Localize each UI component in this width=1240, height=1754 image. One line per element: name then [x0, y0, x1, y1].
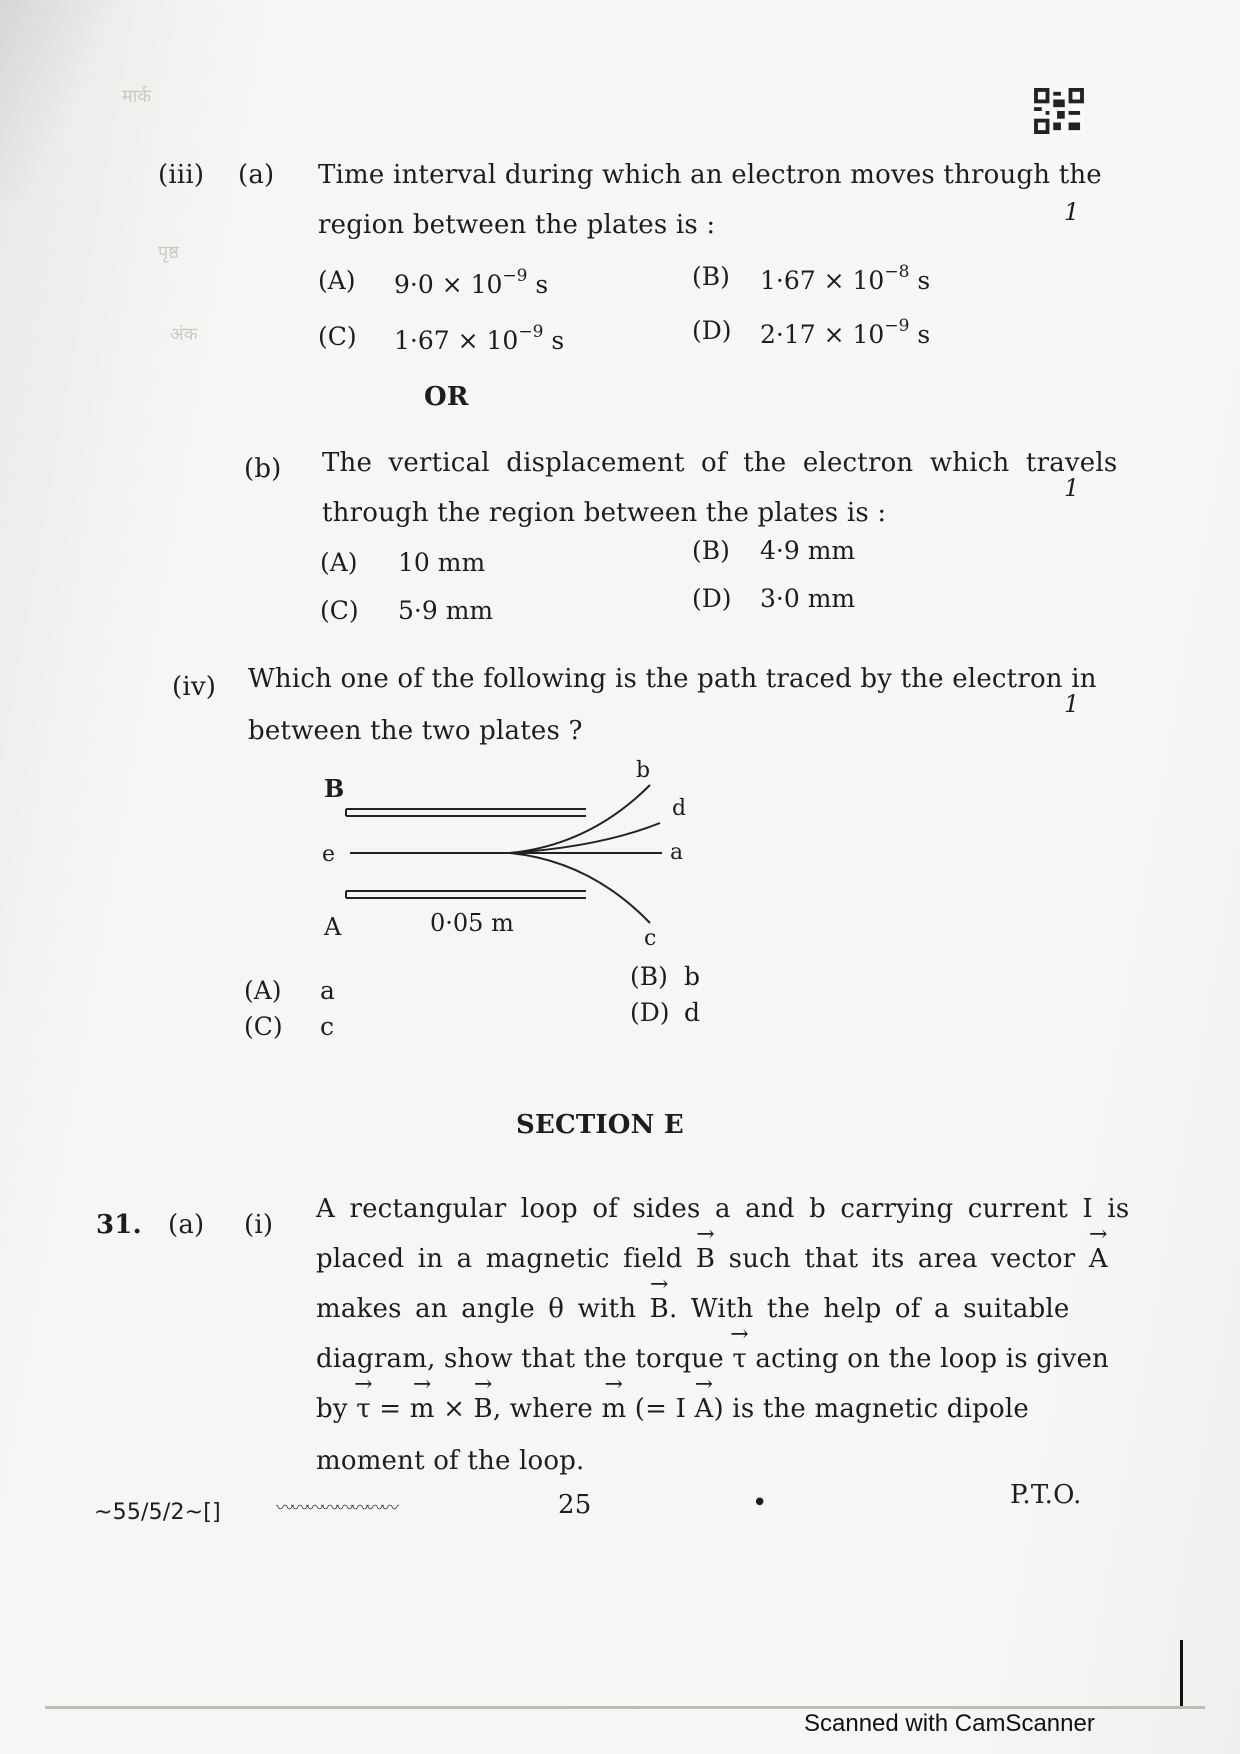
- label-path-d: d: [672, 796, 687, 821]
- label-path-c: c: [644, 926, 657, 951]
- label-path-b: b: [636, 758, 651, 783]
- marks: 1: [1064, 690, 1080, 718]
- pto-label: P.T.O.: [1010, 1480, 1082, 1510]
- option-value: 4·9 mm: [760, 536, 856, 565]
- subpart-label-i: (i): [244, 1210, 274, 1240]
- option-label: (D): [630, 998, 670, 1027]
- option-label: (B): [630, 962, 668, 991]
- part-label-a: (a): [168, 1210, 205, 1240]
- question-text: region between the plates is :: [318, 210, 716, 240]
- option-value: c: [320, 1012, 335, 1041]
- option-value: d: [684, 998, 701, 1027]
- option-value: 5·9 mm: [398, 596, 494, 625]
- question-text: diagram, show that the torque → τ acting on the loop is given: [316, 1344, 1109, 1374]
- option-value: b: [684, 962, 701, 991]
- question-number-iii: (iii): [158, 160, 205, 190]
- option-label: (A): [318, 266, 356, 295]
- option-label: (D): [692, 584, 732, 613]
- path-c: [510, 853, 650, 923]
- faint-margin-mark: पृष्ठ: [158, 242, 179, 263]
- section-heading: SECTION E: [516, 1110, 684, 1140]
- option-value: $1\cdot 67 \times 10^{-8}$ s: [760, 262, 931, 295]
- option-label: (A): [244, 976, 282, 1005]
- question-text: by → τ = → m × → B, where → m (= I → A) is the magnetic dipole: [316, 1394, 1029, 1424]
- bottom-edge-line: [45, 1706, 1205, 1709]
- page-fold-shadow: [0, 0, 120, 200]
- label-plate-b: B: [324, 774, 345, 803]
- page-number: 25: [558, 1490, 592, 1520]
- option-label: (C): [318, 322, 357, 351]
- option-value: a: [320, 976, 335, 1005]
- label-plate-a: A: [324, 913, 342, 941]
- camscanner-watermark: Scanned with CamScanner: [804, 1710, 1095, 1737]
- option-value: $9\cdot 0 \times 10^{-9}$ s: [394, 266, 549, 299]
- paper-code: ~55/5/2~[]: [94, 1500, 221, 1525]
- option-value: 3·0 mm: [760, 584, 856, 613]
- question-text: A rectangular loop of sides a and b carrying current I is: [316, 1194, 1130, 1224]
- option-value: 10 mm: [398, 548, 486, 577]
- question-text: Which one of the following is the path traced by the electron in: [248, 664, 1097, 694]
- question-text: placed in a magnetic field → B such that its area vector → A: [316, 1244, 1108, 1274]
- option-value: $1\cdot 67 \times 10^{-9}$ s: [394, 322, 565, 355]
- wavy-line: 〰〰〰〰〰〰〰〰: [276, 1498, 396, 1519]
- option-label: (A): [320, 548, 358, 577]
- or-separator: OR: [424, 382, 469, 412]
- option-label: (C): [320, 596, 359, 625]
- question-text: The vertical displacement of the electron which travels: [322, 448, 1118, 478]
- dot-mark: •: [752, 1488, 768, 1518]
- electron-path-diagram: [310, 755, 710, 955]
- label-path-a: a: [670, 840, 684, 865]
- option-label: (D): [692, 316, 732, 345]
- question-number-iv: (iv): [172, 672, 217, 702]
- question-text: through the region between the plates is :: [322, 498, 887, 528]
- path-b: [510, 785, 650, 853]
- marks: 1: [1064, 198, 1080, 226]
- marks: 1: [1064, 474, 1080, 502]
- qr-code-icon: [1033, 88, 1085, 134]
- part-label-b: (b): [244, 454, 282, 484]
- label-electron: e: [322, 842, 336, 867]
- question-text: between the two plates ?: [248, 716, 583, 746]
- part-label-a: (a): [238, 160, 275, 190]
- question-text: Time interval during which an electron moves through the: [318, 160, 1102, 190]
- faint-margin-mark: मार्क: [122, 86, 152, 107]
- option-label: (B): [692, 262, 730, 291]
- edge-mark: [1180, 1640, 1183, 1706]
- question-number-31: 31.: [96, 1210, 142, 1240]
- option-label: (C): [244, 1012, 283, 1041]
- label-plate-length: 0·05 m: [430, 909, 514, 937]
- option-label: (B): [692, 536, 730, 565]
- question-text: moment of the loop.: [316, 1446, 585, 1476]
- option-value: $2\cdot 17 \times 10^{-9}$ s: [760, 316, 931, 349]
- path-d: [510, 823, 660, 853]
- faint-margin-mark: अंक: [170, 324, 198, 345]
- question-text: makes an angle θ with → B. With the help of a suitable: [316, 1294, 1070, 1324]
